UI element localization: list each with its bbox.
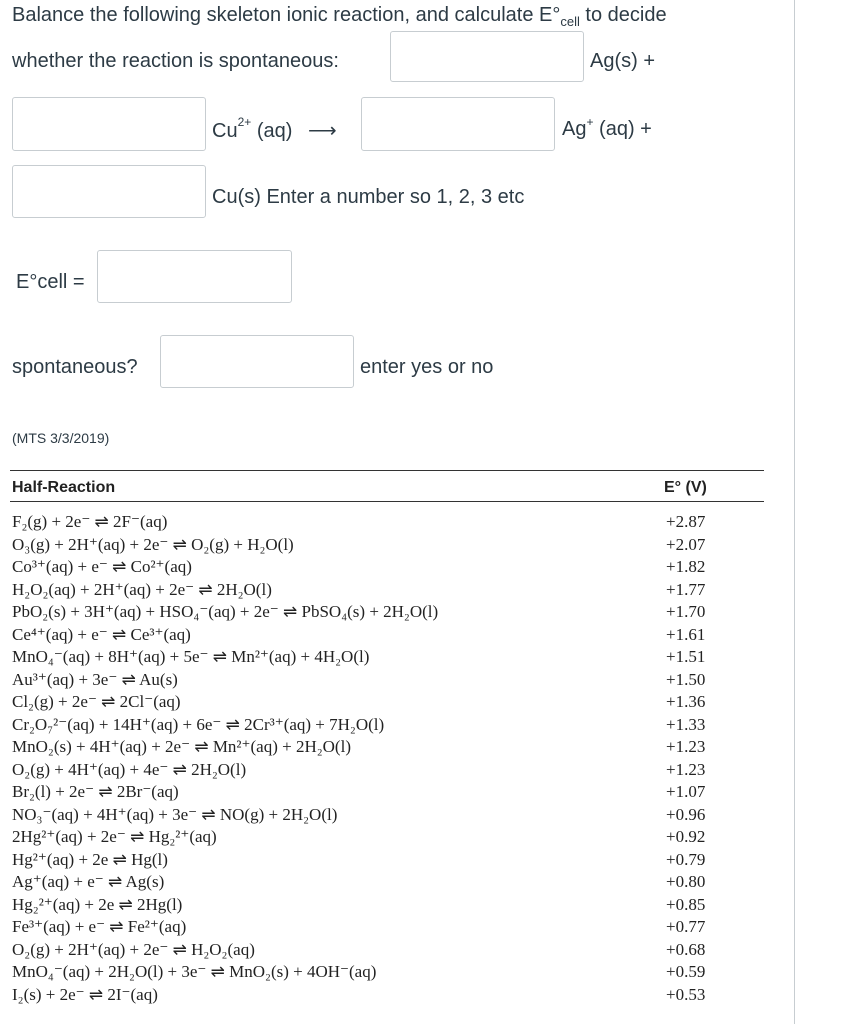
table-row [12, 647, 764, 670]
potential-cell: +0.85 [666, 894, 706, 914]
half-reaction-cell: Ag⁺(aq) + e⁻ ⇌ Ag(s) [12, 872, 165, 891]
potential-cell: +1.77 [666, 579, 706, 599]
header-e-volts: E° (V) [664, 479, 707, 496]
half-reaction-cell: MnO₄⁻(aq) + 2H₂O(l) + 3e⁻ ⇌ MnO₂(s) + 4OH⁻(aq) [12, 962, 377, 981]
potential-cell: +1.36 [666, 692, 706, 711]
question-text: Balance the following skeleton ionic reaction, and calculate E° [12, 4, 561, 26]
cu2-ion-label [212, 115, 337, 143]
spontaneous-label: spontaneous? [12, 356, 138, 378]
table-row [12, 962, 764, 985]
cu-symbol: Cu [212, 120, 238, 142]
table-row [12, 737, 764, 760]
table-header-rule [10, 501, 764, 502]
table-body [12, 512, 764, 1007]
reduction-potential-table [10, 470, 764, 1004]
table-row [12, 535, 764, 558]
potential-cell: +1.07 [666, 782, 706, 801]
table-row [12, 760, 764, 783]
ag-ion-label [562, 115, 652, 141]
half-reaction-cell: Co³⁺(aq) + e⁻ ⇌ Co²⁺(aq) [12, 557, 192, 576]
half-reaction-cell: MnO₄⁻(aq) + 8H⁺(aq) + 5e⁻ ⇌ Mn²⁺(aq) + 4H₂O(l) [12, 647, 370, 666]
credit-line: (MTS 3/3/2019) [12, 430, 110, 446]
table-row [12, 580, 764, 603]
coef-cu2-input[interactable] [12, 97, 206, 151]
half-reaction-cell: O₂(g) + 2H⁺(aq) + 2e⁻ ⇌ H₂O₂(aq) [12, 939, 255, 959]
coef-cu-s-input[interactable] [12, 165, 206, 218]
potential-cell: +0.92 [666, 827, 706, 846]
cu-charge: 2+ [237, 115, 252, 129]
table-row [12, 917, 764, 940]
coef-ag-s-input[interactable] [390, 31, 584, 82]
table-row [12, 715, 764, 738]
half-reaction-cell: Hg²⁺(aq) + 2e ⇌ Hg(l) [12, 849, 168, 869]
potential-cell: +1.82 [666, 557, 706, 576]
half-reaction-cell: MnO₂(s) + 4H⁺(aq) + 2e⁻ ⇌ Mn²⁺(aq) + 2H₂O(l) [12, 737, 351, 756]
potential-cell: +0.80 [666, 872, 706, 891]
table-row [12, 557, 764, 580]
table-row [12, 692, 764, 715]
header-half-reaction: Half-Reaction [12, 479, 116, 496]
half-reaction-cell: Fe³⁺(aq) + e⁻ ⇌ Fe²⁺(aq) [12, 917, 187, 936]
table-row [12, 782, 764, 805]
question-text-end: to decide [579, 4, 667, 26]
potential-cell: +0.96 [666, 804, 706, 824]
table-row [12, 985, 764, 1008]
table-row [12, 670, 764, 693]
half-reaction-cell: O₂(g) + 4H⁺(aq) + 4e⁻ ⇌ 2H₂O(l) [12, 759, 247, 779]
potential-cell: +1.23 [666, 759, 706, 779]
potential-cell: +0.59 [666, 962, 706, 981]
table-row [12, 895, 764, 918]
potential-cell: +0.68 [666, 939, 706, 959]
table-header [10, 471, 764, 501]
potential-cell: +1.51 [666, 647, 706, 666]
question-line-2: whether the reaction is spontaneous: [12, 50, 339, 72]
ag-s-label: Ag(s) + [590, 50, 656, 72]
table-row [12, 602, 764, 625]
half-reaction-cell: Ce⁴⁺(aq) + e⁻ ⇌ Ce³⁺(aq) [12, 624, 191, 644]
half-reaction-cell: Br₂(l) + 2e⁻ ⇌ 2Br⁻(aq) [12, 782, 179, 801]
table-row [12, 512, 764, 535]
ag-charge: + [586, 115, 594, 129]
potential-cell: +2.87 [666, 512, 706, 531]
ag-symbol: Ag [562, 118, 587, 140]
half-reaction-cell: O₃(g) + 2H⁺(aq) + 2e⁻ ⇌ O₂(g) + H₂O(l) [12, 534, 294, 554]
table-row [12, 827, 764, 850]
table-row [12, 805, 764, 828]
half-reaction-cell: PbO₂(s) + 3H⁺(aq) + HSO₄⁻(aq) + 2e⁻ ⇌ PbSO₄(s) + 2H₂O(l) [12, 602, 439, 621]
potential-cell: +1.70 [666, 602, 706, 621]
spontaneous-hint: enter yes or no [360, 356, 494, 378]
potential-cell: +1.23 [666, 737, 706, 756]
potential-cell: +1.33 [666, 714, 706, 734]
half-reaction-cell: Au³⁺(aq) + 3e⁻ ⇌ Au(s) [12, 669, 178, 689]
coef-ag-ion-input[interactable] [361, 97, 555, 151]
half-reaction-cell: NO₃⁻(aq) + 4H⁺(aq) + 3e⁻ ⇌ NO(g) + 2H₂O(l) [12, 804, 338, 824]
potential-cell: +0.53 [666, 984, 706, 1004]
table-row [12, 872, 764, 895]
cell-subscript: cell [560, 14, 580, 29]
ag-state: (aq) + [593, 118, 652, 140]
half-reaction-cell: H₂O₂(aq) + 2H⁺(aq) + 2e⁻ ⇌ 2H₂O(l) [12, 579, 272, 599]
reaction-arrow-icon: ⟶ [307, 120, 337, 142]
question-line-1 [12, 4, 667, 29]
spontaneous-input[interactable] [160, 335, 354, 388]
potential-cell: +2.07 [666, 534, 706, 554]
ecell-input[interactable] [97, 250, 292, 303]
cu-s-hint: Cu(s) Enter a number so 1, 2, 3 etc [212, 186, 525, 208]
half-reaction-cell: Cl₂(g) + 2e⁻ ⇌ 2Cl⁻(aq) [12, 692, 181, 711]
table-row [12, 625, 764, 648]
potential-cell: +0.77 [666, 917, 706, 936]
table-row [12, 940, 764, 963]
cu-state: (aq) [251, 120, 293, 142]
half-reaction-cell: Hg₂²⁺(aq) + 2e ⇌ 2Hg(l) [12, 894, 183, 914]
half-reaction-cell: I₂(s) + 2e⁻ ⇌ 2I⁻(aq) [12, 984, 158, 1004]
ecell-label: E°cell = [16, 271, 85, 293]
half-reaction-cell: 2Hg²⁺(aq) + 2e⁻ ⇌ Hg₂²⁺(aq) [12, 827, 217, 846]
potential-cell: +1.50 [666, 669, 706, 689]
potential-cell: +0.79 [666, 849, 706, 869]
table-row [12, 850, 764, 873]
half-reaction-cell: F₂(g) + 2e⁻ ⇌ 2F⁻(aq) [12, 512, 168, 531]
potential-cell: +1.61 [666, 624, 706, 644]
page-right-border [794, 0, 795, 1024]
half-reaction-cell: Cr₂O₇²⁻(aq) + 14H⁺(aq) + 6e⁻ ⇌ 2Cr³⁺(aq) + 7H₂O(l) [12, 714, 385, 734]
